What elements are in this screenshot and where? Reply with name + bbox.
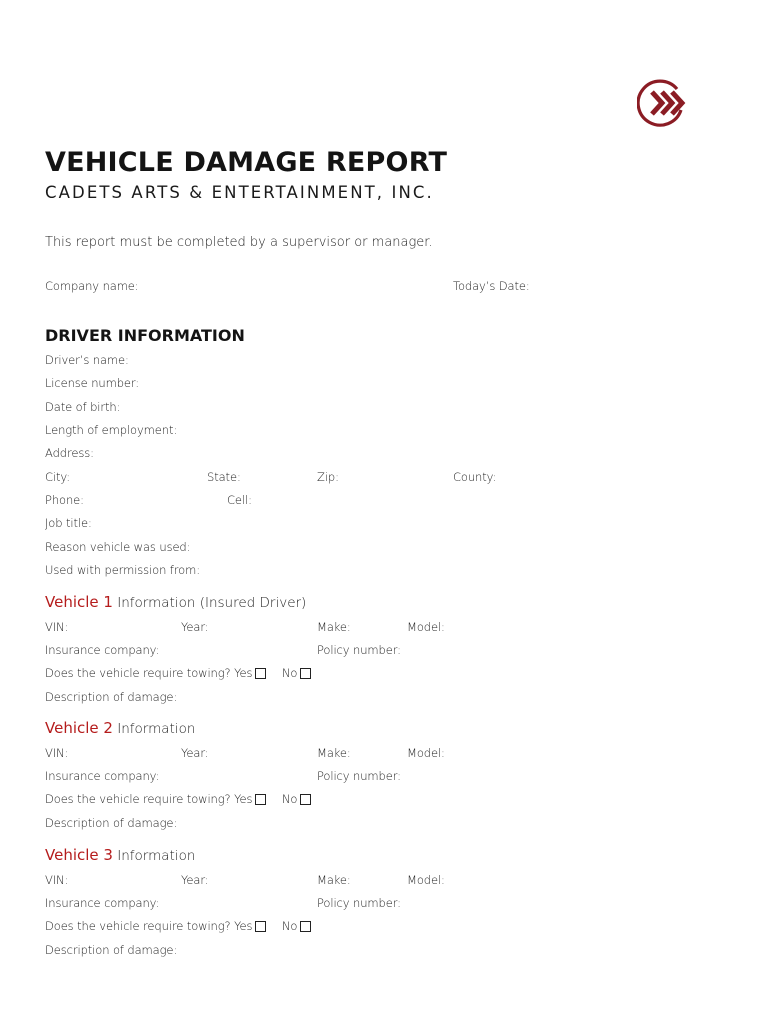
job-title-label: Job title: [45,516,92,530]
vehicle-2-make-label: Make: [317,746,351,760]
vehicle-3-damage-label: Description of damage: [45,943,178,957]
vehicle-2-towing-row [45,792,311,806]
vehicle-3-towing-no-label: No [281,919,298,933]
vehicle-2-vin-label: VIN: [45,746,69,760]
date-of-birth-label: Date of birth: [45,400,121,414]
vehicle-1-towing-row [45,666,311,680]
vehicle-3-vin-label: VIN: [45,873,69,887]
vehicle-3-heading-number: Vehicle 3 [45,846,113,864]
company-subtitle: CADETS ARTS & ENTERTAINMENT, INC. [45,183,434,202]
vehicle-1-model-label: Model: [407,620,445,634]
vehicle-2-towing-label: Does the vehicle require towing? Yes [45,792,253,806]
vehicle-3-make-label: Make: [317,873,351,887]
vehicle-2-damage-label: Description of damage: [45,816,178,830]
license-number-label: License number: [45,376,140,390]
county-label: County: [453,470,497,484]
cell-label: Cell: [227,493,252,507]
vehicle-3-insurance-label: Insurance company: [45,896,160,910]
vehicle-2-insurance-label: Insurance company: [45,769,160,783]
vehicle-3-towing-row [45,919,311,933]
vehicle-3-year-label: Year: [181,873,209,887]
intro-text: This report must be completed by a supervisor or manager. [45,235,433,250]
vehicle-1-make-label: Make: [317,620,351,634]
vehicle-1-towing-no-label: No [281,666,298,680]
vehicle-3-policy-label: Policy number: [317,896,401,910]
vehicle-1-heading [45,593,306,611]
used-with-permission-label: Used with permission from: [45,563,200,577]
vehicle-1-towing-no-checkbox[interactable] [300,668,311,679]
vehicle-2-heading [45,719,195,737]
vehicle-3-heading-text: Information [112,848,196,864]
vehicle-1-damage-label: Description of damage: [45,690,178,704]
vehicle-2-towing-yes-checkbox[interactable] [255,794,266,805]
company-name-label: Company name: [45,279,139,293]
vehicle-2-towing-no-label: No [281,792,298,806]
vehicle-3-heading [45,846,195,864]
company-logo-icon [637,78,687,128]
vehicle-1-vin-label: VIN: [45,620,69,634]
vehicle-1-year-label: Year: [181,620,209,634]
city-label: City: [45,470,71,484]
vehicle-2-towing-no-checkbox[interactable] [300,794,311,805]
todays-date-label: Today’s Date: [453,279,530,293]
vehicle-1-heading-number: Vehicle 1 [45,593,113,611]
phone-label: Phone: [45,493,84,507]
vehicle-3-model-label: Model: [407,873,445,887]
vehicle-1-towing-label: Does the vehicle require towing? Yes [45,666,253,680]
vehicle-3-towing-label: Does the vehicle require towing? Yes [45,919,253,933]
vehicle-2-policy-label: Policy number: [317,769,401,783]
state-label: State: [207,470,241,484]
vehicle-3-towing-no-checkbox[interactable] [300,921,311,932]
vehicle-2-model-label: Model: [407,746,445,760]
page-title: VEHICLE DAMAGE REPORT [45,147,448,178]
length-of-employment-label: Length of employment: [45,423,178,437]
vehicle-3-towing-yes-checkbox[interactable] [255,921,266,932]
vehicle-1-policy-label: Policy number: [317,643,401,657]
vehicle-2-year-label: Year: [181,746,209,760]
vehicle-1-heading-text: Information (Insured Driver) [112,595,307,611]
reason-vehicle-used-label: Reason vehicle was used: [45,540,191,554]
drivers-name-label: Driver’s name: [45,353,129,367]
vehicle-1-towing-yes-checkbox[interactable] [255,668,266,679]
vehicle-2-heading-text: Information [112,721,196,737]
zip-label: Zip: [317,470,339,484]
vehicle-1-insurance-label: Insurance company: [45,643,160,657]
vehicle-2-heading-number: Vehicle 2 [45,719,113,737]
address-label: Address: [45,446,94,460]
driver-information-heading: DRIVER INFORMATION [45,326,245,345]
